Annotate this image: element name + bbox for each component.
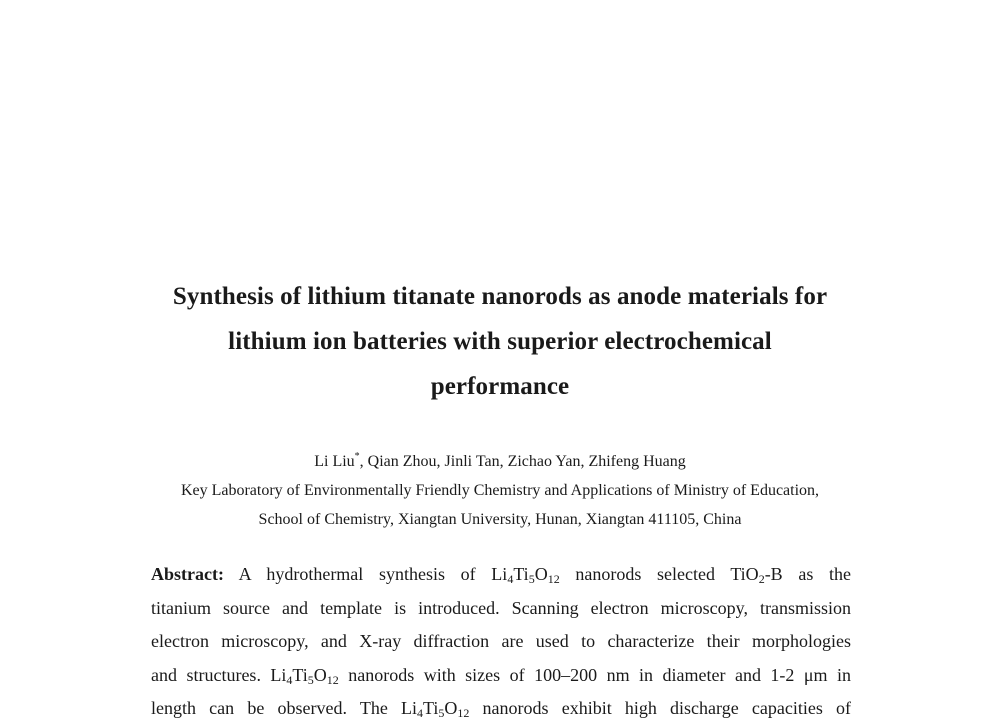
abstract-text: nanorods with sizes of 100–200 nm in diameter and 1-2 μm in bbox=[338, 664, 851, 685]
subscript: 2 bbox=[758, 572, 765, 586]
abstract-text: O bbox=[444, 698, 458, 718]
subscript: 5 bbox=[307, 672, 314, 687]
abstract-text: nanorods selected TiO bbox=[559, 564, 759, 584]
subscript: 4 bbox=[507, 572, 514, 586]
abstract-text: A hydrothermal synthesis of Li bbox=[223, 564, 508, 584]
affiliation-line: School of Chemistry, Xiangtan University, Hunan, Xiangtan 411105, China bbox=[258, 511, 742, 528]
paper-title bbox=[120, 274, 880, 409]
subscript: 12 bbox=[547, 572, 560, 586]
abstract-text: O bbox=[313, 664, 327, 685]
corresponding-author-mark: * bbox=[354, 451, 360, 462]
subscript: 4 bbox=[416, 706, 423, 720]
abstract-label: Abstract: bbox=[151, 564, 224, 584]
abstract-text: Ti bbox=[422, 698, 439, 718]
author-block bbox=[100, 447, 900, 534]
abstract-text: nanorods exhibit high discharge capacities of bbox=[469, 698, 851, 718]
abstract-line bbox=[151, 692, 851, 726]
abstract-text: O bbox=[534, 564, 548, 584]
abstract-text: and structures. Li bbox=[151, 664, 287, 685]
affiliation-line: Key Laboratory of Environmentally Friendly Chemistry and Applications of Ministry of Education, bbox=[180, 482, 820, 499]
author-list bbox=[100, 447, 900, 476]
subscript: 12 bbox=[326, 672, 339, 687]
subscript: 5 bbox=[528, 572, 535, 586]
abstract-line bbox=[151, 659, 851, 693]
abstract-line: electron microscopy, and X-ray diffraction are used to characterize their morphologies bbox=[151, 631, 851, 651]
subscript: 12 bbox=[457, 706, 470, 720]
abstract bbox=[151, 558, 851, 726]
subscript: 4 bbox=[286, 672, 293, 687]
subscript: 5 bbox=[438, 706, 445, 720]
abstract-text: Ti bbox=[292, 664, 308, 685]
abstract-line: titanium source and template is introduced. Scanning electron microscopy, transmission bbox=[151, 597, 851, 618]
title-line: performance bbox=[430, 373, 570, 400]
abstract-text: -B as the bbox=[764, 564, 852, 584]
first-author: Li Liu bbox=[314, 453, 355, 470]
title-line: lithium ion batteries with superior electrochemical bbox=[228, 328, 772, 355]
abstract-line bbox=[151, 558, 851, 592]
abstract-text: Ti bbox=[513, 564, 529, 584]
co-authors: , Qian Zhou, Jinli Tan, Zichao Yan, Zhifeng Huang bbox=[359, 453, 686, 470]
title-line: Synthesis of lithium titanate nanorods as anode materials for bbox=[172, 283, 828, 310]
abstract-text: length can be observed. The Li bbox=[151, 698, 417, 718]
